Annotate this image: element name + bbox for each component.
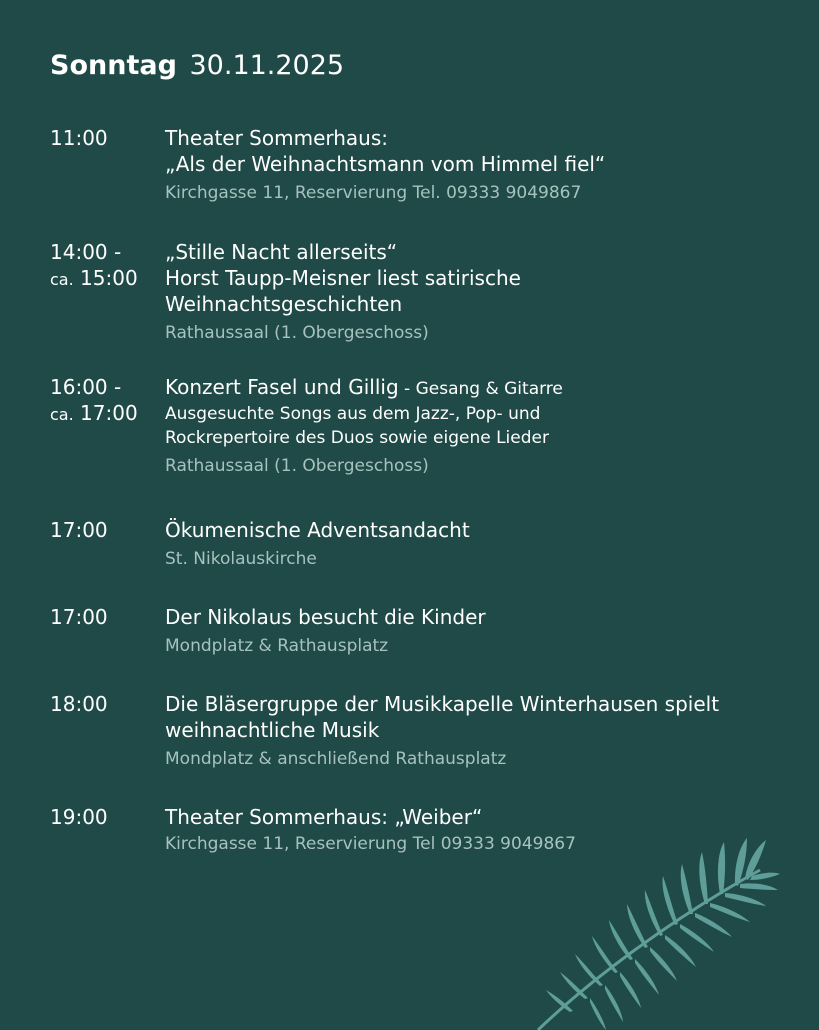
event-time-start: 17:00	[50, 518, 108, 542]
event-time-start: 16:00 -	[50, 375, 122, 399]
event-title-suffix: - Gesang & Gitarre	[398, 379, 563, 399]
event-title: „Als der Weihnachtsmann vom Himmel fiel“	[165, 152, 606, 176]
event-subtitle: Weihnachtsgeschichten	[165, 292, 403, 316]
event-time-start: 19:00	[50, 805, 108, 829]
event-location: Rathaussaal (1. Obergeschoss)	[165, 456, 429, 476]
event-time	[50, 239, 160, 293]
event-subtitle: Horst Taupp-Meisner liest satirische	[165, 266, 521, 290]
event-subtitle: Rockrepertoire des Duos sowie eigene Lieder	[165, 428, 549, 448]
event-description	[165, 374, 780, 478]
event-time	[50, 374, 160, 428]
event-description	[165, 125, 780, 205]
event-time	[50, 517, 160, 543]
event-title	[165, 374, 780, 402]
event-location: Kirchgasse 11, Reservierung Tel. 09333 9049867	[165, 183, 582, 203]
event-time-end	[50, 265, 160, 293]
event-title: Theater Sommerhaus: „Weiber“	[165, 805, 483, 829]
event-title-main: Konzert Fasel und Gillig	[165, 375, 399, 399]
event-title: Ökumenische Adventsandacht	[165, 518, 470, 542]
event-title: „Stille Nacht allerseits“	[165, 240, 398, 264]
event-time-start: 14:00 -	[50, 240, 122, 264]
event-time	[50, 125, 160, 151]
event-time	[50, 691, 160, 717]
event-description	[165, 517, 780, 571]
event-time-start: 17:00	[50, 605, 108, 629]
event-subtitle: Ausgesuchte Songs aus dem Jazz-, Pop- und	[165, 404, 541, 424]
event-location: Mondplatz & anschließend Rathausplatz	[165, 749, 507, 769]
leaf-icon	[520, 830, 780, 1030]
event-description	[165, 691, 780, 771]
event-time-start: 18:00	[50, 692, 108, 716]
event-title: weihnachtliche Musik	[165, 718, 380, 742]
page-title	[50, 48, 344, 84]
event-time	[50, 804, 160, 830]
day-label: Sonntag	[50, 50, 177, 81]
event-location: Rathaussaal (1. Obergeschoss)	[165, 323, 429, 343]
event-location: Kirchgasse 11, Reservierung Tel 09333 9049867	[165, 834, 576, 854]
event-time-start: 11:00	[50, 126, 108, 150]
approx-label: ca.	[50, 405, 74, 424]
event-title: Der Nikolaus besucht die Kinder	[165, 605, 486, 629]
event-description	[165, 239, 780, 345]
event-time-end-value: 17:00	[80, 401, 138, 425]
event-location: St. Nikolauskirche	[165, 549, 317, 569]
event-title: Die Bläsergruppe der Musikkapelle Winterhausen spielt	[165, 692, 720, 716]
event-time-end	[50, 400, 160, 428]
event-description	[165, 604, 780, 658]
event-time-end-value: 15:00	[80, 266, 138, 290]
event-location: Mondplatz & Rathausplatz	[165, 636, 389, 656]
event-time	[50, 604, 160, 630]
date-label: 30.11.2025	[189, 50, 345, 81]
event-title: Theater Sommerhaus:	[165, 126, 389, 150]
approx-label: ca.	[50, 270, 74, 289]
